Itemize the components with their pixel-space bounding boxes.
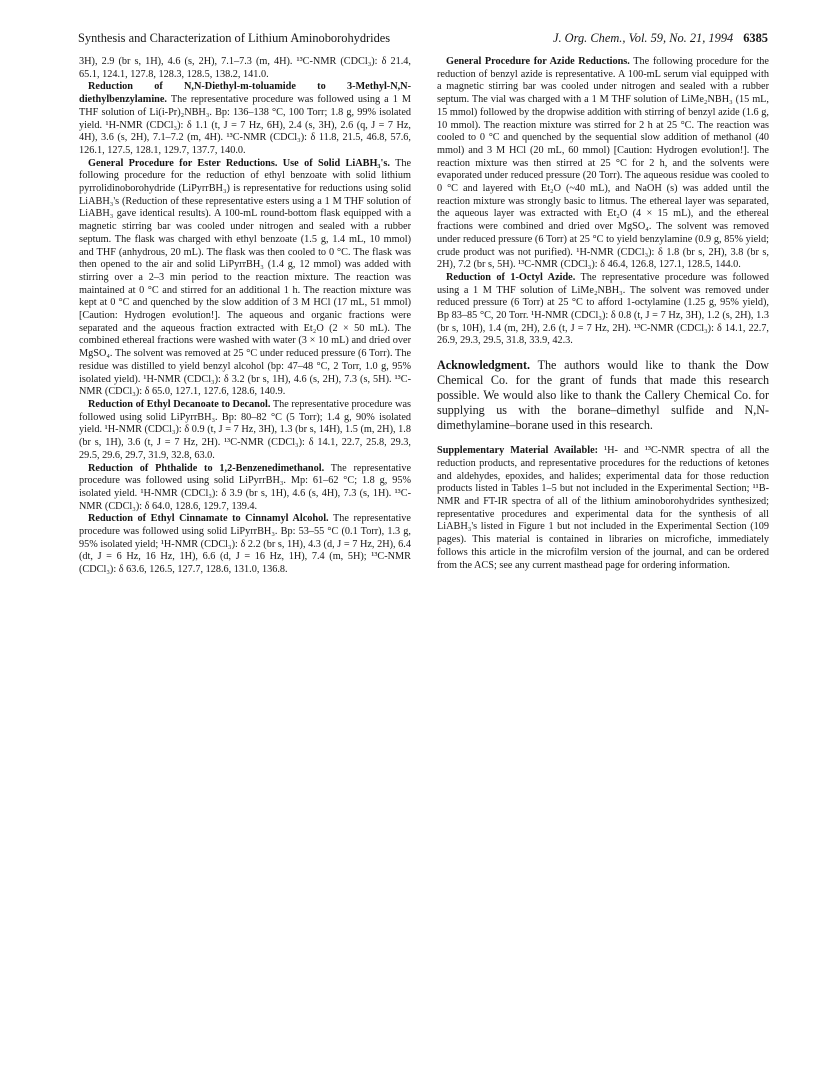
- continued-paragraph: [79, 56, 411, 81]
- section-heading: Reduction of N,N-Diethyl-m-toluamide to 3-Methyl-N,N-diethylbenzylamine.: [79, 81, 411, 106]
- azide-reduction-paragraph: [437, 56, 769, 272]
- paragraph-body: The representative procedure was followed using a 1 M THF solution of LiMe₂NBH₃. The solvent was removed under reduced pressure (6 Torr) at 25 °C to afford 1-octylamine (1.25 g, 95% yield), Bp 83–85 °C, 20 Torr. ¹H-NMR (CDCl₃): δ 0.8 (t, J = 7 Hz, 3H), 1.2 (s, 2H), 1.3 (br s, 10H), 1.4 (m, 2H), 2.6 (t, J = 7 Hz, 2H). ¹³C-NMR (CDCl₃): δ 14.1, 22.7, 26.9, 29.3, 29.5, 31.8, 33.9, 42.3.: [437, 271, 769, 347]
- acknowledgment-paragraph: [437, 358, 769, 433]
- phthalide-paragraph: [79, 463, 411, 514]
- paragraph-body: The representative procedure was followed using solid LiPyrrBH₃. Bp: 53–55 °C (0.1 Torr), 1.3 g, 95% isolated yield; ¹H-NMR (CDCl₃): δ 2.2 (br s, 1H), 4.3 (d, J = 7 Hz, 2H), 6.4 (dt, J = 6 Hz, 16 Hz, 1H), 6.6 (d, J = 16 Hz, 1H), 7.4 (m, 5H); ¹³C-NMR (CDCl₃): δ 63.6, 126.5, 127.7, 128.6, 131.0, 136.8.: [79, 513, 411, 576]
- left-column: [79, 56, 411, 577]
- supplementary-body: ¹H- and ¹³C-NMR spectra of all the reduction products, and representative procedures for the reductions of ketones and aldehydes, epoxides, and halides; experimental data for those reduction products listed in Tables 1–5 but not included in the Experimental Section; ¹¹B-NMR and FT-IR spectra of all of the lithium aminoborohydrides synthesized; representative procedures and experimental data for the synthesis of all LiABH₃'s listed in Figure 1 but not included in the Experimental Section (109 pages). This material is contained in libraries on microfiche, immediately follows this article in the microfilm version of the journal, and can be ordered from the ACS; see any current masthead page for ordering information.: [437, 445, 770, 571]
- acknowledgment-body: The authors would like to thank the Dow Chemical Co. for the grant of funds that made this research possible. We would also like to thank the Callery Chemical Co. for supplying us with the borane–dimethyl sulfide and N,N-dimethylamine–borane used in this research.: [437, 358, 769, 433]
- section-heading: Reduction of Ethyl Cinnamate to Cinnamyl Alcohol.: [88, 513, 329, 525]
- page-header: [78, 30, 768, 46]
- journal-name: J. Org. Chem., Vol. 59, No. 21, 1994: [552, 31, 734, 45]
- ethyl-decanoate-paragraph: [79, 399, 411, 463]
- section-heading: General Procedure for Azide Reductions.: [446, 56, 630, 67]
- paragraph-body: The following procedure for the reduction of ethyl benzoate with solid lithium pyrrolidinoborohydride (LiPyrrBH₃) is representative for reductions using solid LiABH₃'s (Reduction of these representative esters using a 1 M THF solution of LiABH₃ gave identical results). A 100-mL round-bottom flask equipped with a magnetic stirring bar was cooled under nitrogen and sealed with a rubber septum. The flask was charged with ethyl benzoate (1.5 g, 1.4 mL, 10 mmol) and THF (anhydrous, 20 mL). The flask was then cooled to 0 °C. The flask was then opened to the air and solid LiPyrrBH₃ (1.4 g, 12 mmol) was added with stirring over a 2–3 min period to the reaction mixture. The reaction was maintained at 0 °C and stirred for an additional 1 h. The reaction mixture was kept at 0 °C and quenched by the slow addition of 3 M HCl (17 mL, 51 mmol) [Caution: Hydrogen evolution!]. The aqueous and organic fractions were separated and the aqueous fraction extracted with Et₂O (2 × 50 mL). The combined ethereal fractions were washed with water (3 × 10 mL) and dried over MgSO₄. The solvent was removed at 25 °C under reduced pressure (6 Torr). The residue was distilled to yield benzyl alcohol (bp: 47–48 °C, 2 Torr, 1.0 g, 95% isolated yield). ¹H-NMR (CDCl₃): δ 3.2 (br s, 1H), 4.6 (s, 2H), 7.3 (s, 5H). ¹³C-NMR (CDCl₃): δ 65.0, 127.1, 127.6, 128.6, 140.9.: [79, 157, 411, 398]
- paragraph-body: The representative procedure was followed using solid LiPyrrBH₃. Mp: 61–62 °C; 1.8 g, 95% isolated yield. ¹H-NMR (CDCl₃): δ 3.9 (br s, 1H), 4.6 (s, 4H), 7.3 (s, 1H). ¹³C-NMR (CDCl₃): δ 64.0, 128.6, 129.7, 139.4.: [79, 462, 411, 512]
- supplementary-heading: Supplementary Material Available:: [437, 445, 599, 457]
- journal-citation: [553, 30, 768, 46]
- paragraph-body: The following procedure for the reduction of benzyl azide is representative. A 100-mL serum vial equipped with a magnetic stirring bar was cooled under nitrogen and sealed with a rubber septum. The vial was charged with a 1 M THF solution of LiMe₂NBH₃ (15 mL, 15 mmol) followed by the dropwise addition with stirring of benzyl azide (1.6 g, 10 mmol). The reaction mixture was stirred for 2 h at 25 °C. The reaction was cooled to 0 °C and quenched by the sequential slow addition of methanol (40 mmol) and 3 M HCl (20 mL, 60 mmol) [Caution: Hydrogen evolution!]. The reaction mixture was then stirred at 25 °C for 2 h, and the solvents were evaporated under reduced pressure (20 Torr). The aqueous residue was cooled to 0 °C and layered with Et₂O (~40 mL), and NaOH (s) was added until the reaction mixture was strongly basic to litmus. The ethereal layer was separated, the aqueous layer was extracted with Et₂O (4 × 15 mL), and the ethereal fractions were combined and dried over MgSO₄. The solvent was removed under reduced pressure (6 Torr) at 25 °C to yield benzylamine (0.9 g, 85% yield; crude product was not purified). ¹H-NMR (CDCl₃): δ 1.8 (br s, 2H), 3.8 (br s, 2H), 7.2 (br s, 5H). ¹³C-NMR (CDCl₃): δ 46.4, 126.8, 127.1, 128.5, 144.0.: [437, 56, 769, 271]
- octyl-azide-paragraph: [437, 272, 769, 348]
- paragraph-body: The representative procedure was followed using solid LiPyrrBH₃. Bp: 80–82 °C (5 Torr); 1.4 g, 90% isolated yield. ¹H-NMR (CDCl₃): δ 0.9 (t, J = 7 Hz, 3H), 1.3 (br s, 14H), 1.5 (m, 2H), 1.8 (br s, 1H), 3.6 (t, J = 7 Hz, 2H). ¹³C-NMR (CDCl₃): δ 14.1, 22.7, 25.8, 29.3, 29.5, 29.6, 29.7, 31.9, 32.8, 63.0.: [79, 398, 411, 461]
- section-heading: Reduction of Phthalide to 1,2-Benzenedimethanol.: [88, 462, 325, 474]
- paragraph-body: The representative procedure was followed using a 1 M THF solution of Li(i-Pr)₂NBH₃. Bp: 136–138 °C, 100 Torr; 1.8 g, 99% isolated yield. ¹H-NMR (CDCl₃): δ 1.1 (t, J = 7 Hz, 6H), 2.4 (s, 3H), 2.6 (q, J = 7 Hz, 4H), 3.6 (s, 2H), 7.1–7.2 (m, 4H). ¹³C-NMR (CDCl₃): δ 11.8, 21.5, 46.8, 57.6, 126.1, 127.5, 128.1, 129.7, 137.7, 140.0.: [79, 94, 411, 156]
- ethyl-cinnamate-paragraph: [79, 513, 411, 577]
- acknowledgment-heading: Acknowledgment.: [437, 358, 531, 373]
- paragraph-body: 3H), 2.9 (br s, 1H), 4.6 (s, 2H), 7.1–7.3 (m, 4H). ¹³C-NMR (CDCl₃): δ 21.4, 65.1, 124.1, 127.8, 128.3, 128.5, 138.2, 141.0.: [79, 56, 411, 80]
- section-heading: Reduction of Ethyl Decanoate to Decanol.: [88, 398, 271, 410]
- section-heading: Reduction of 1-Octyl Azide.: [446, 271, 576, 283]
- right-column: [437, 56, 769, 572]
- page-number: 6385: [743, 31, 768, 45]
- supplementary-material-paragraph: [437, 445, 769, 572]
- running-title: Synthesis and Characterization of Lithium Aminoborohydrides: [78, 31, 391, 45]
- diethyltoluamide-reduction-paragraph: [79, 81, 411, 157]
- section-heading: General Procedure for Ester Reductions. Use of Solid LiABH₃'s.: [88, 157, 390, 169]
- ester-reduction-paragraph: [79, 158, 411, 399]
